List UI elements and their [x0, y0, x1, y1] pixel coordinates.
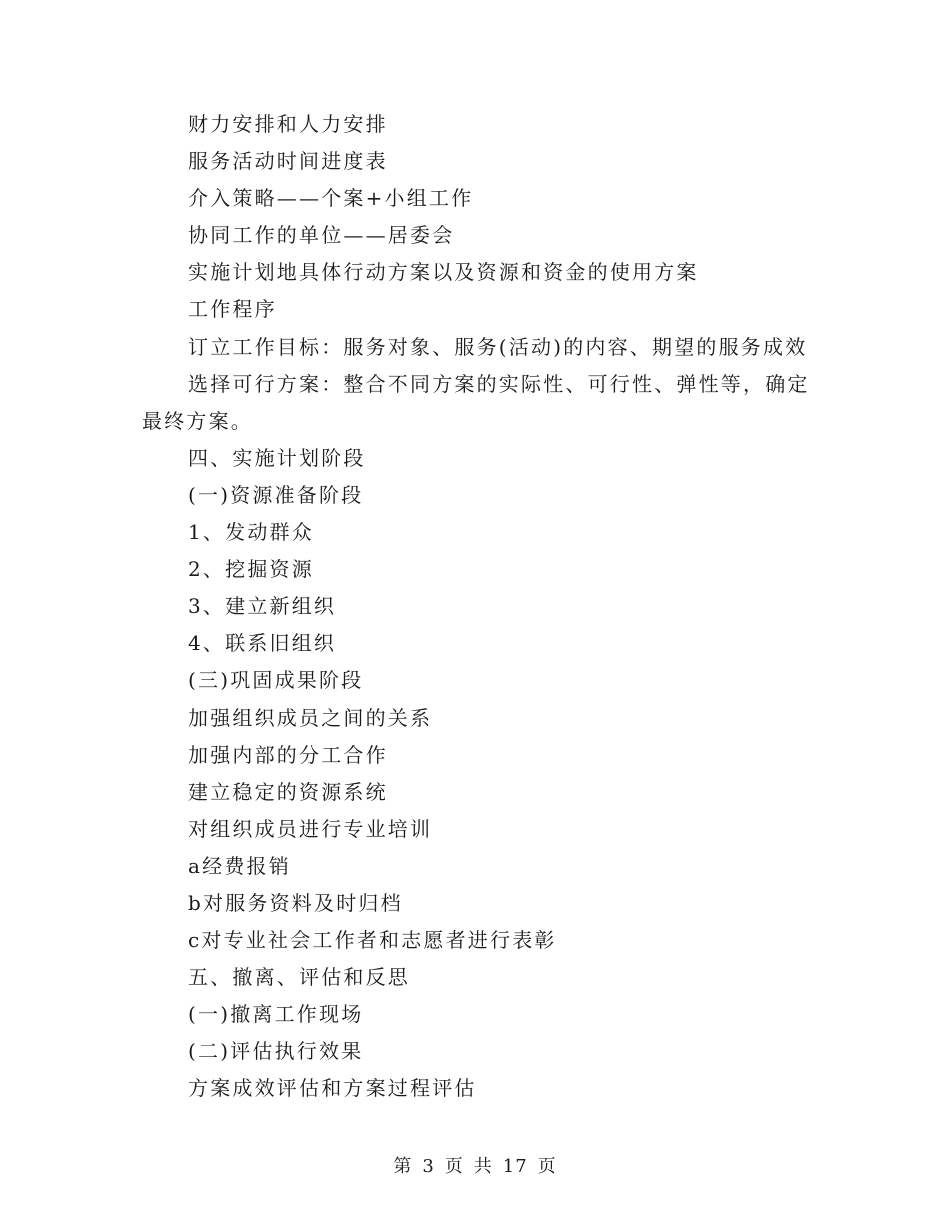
- text-line: 选择可行方案：整合不同方案的实际性、可行性、弹性等，确定: [188, 371, 810, 396]
- list-item: 1、发动群众: [188, 520, 314, 545]
- text-line: 加强组织成员之间的关系: [188, 705, 433, 730]
- list-item: 2、挖掘资源: [188, 557, 314, 582]
- text-line: 工作程序: [188, 297, 277, 322]
- total-unit-label: 页: [537, 1156, 557, 1177]
- text-line: 加强内部的分工合作: [188, 742, 388, 767]
- subsection-heading: (二)评估执行效果: [188, 1039, 364, 1064]
- document-body: [142, 106, 810, 1108]
- total-label: 共: [473, 1156, 493, 1177]
- text-line: 协同工作的单位——居委会: [188, 223, 455, 248]
- list-item: b对服务资料及时归档: [188, 890, 403, 915]
- page-unit-label: 页: [444, 1156, 464, 1177]
- total-pages-number: 17: [502, 1156, 528, 1177]
- text-line: 实施计划地具体行动方案以及资源和资金的使用方案: [188, 260, 699, 285]
- list-item: 4、联系旧组织: [188, 631, 337, 656]
- text-line: 服务活动时间进度表: [188, 149, 388, 174]
- list-item: 3、建立新组织: [188, 594, 337, 619]
- subsection-heading: (三)巩固成果阶段: [188, 668, 364, 693]
- text-line: 财力安排和人力安排: [188, 112, 388, 136]
- current-page-number: 3: [422, 1156, 435, 1177]
- text-line: 介入策略——个案+小组工作: [188, 186, 474, 211]
- page-footer: [0, 1152, 950, 1178]
- subsection-heading: (一)资源准备阶段: [188, 482, 364, 507]
- text-line: 订立工作目标：服务对象、服务(活动)的内容、期望的服务成效: [188, 334, 808, 359]
- text-line: 建立稳定的资源系统: [188, 779, 388, 804]
- text-line: 对组织成员进行专业培训: [188, 816, 433, 841]
- text-line-continuation: 最终方案。: [142, 408, 253, 433]
- section-heading: 四、实施计划阶段: [188, 445, 366, 470]
- page-label: 第: [393, 1156, 413, 1177]
- list-item: a经费报销: [188, 853, 291, 878]
- text-line: 方案成效评估和方案过程评估: [188, 1076, 477, 1101]
- subsection-heading: (一)撤离工作现场: [188, 1002, 364, 1027]
- section-heading: 五、撤离、评估和反思: [188, 965, 410, 990]
- list-item: c对专业社会工作者和志愿者进行表彰: [188, 928, 557, 953]
